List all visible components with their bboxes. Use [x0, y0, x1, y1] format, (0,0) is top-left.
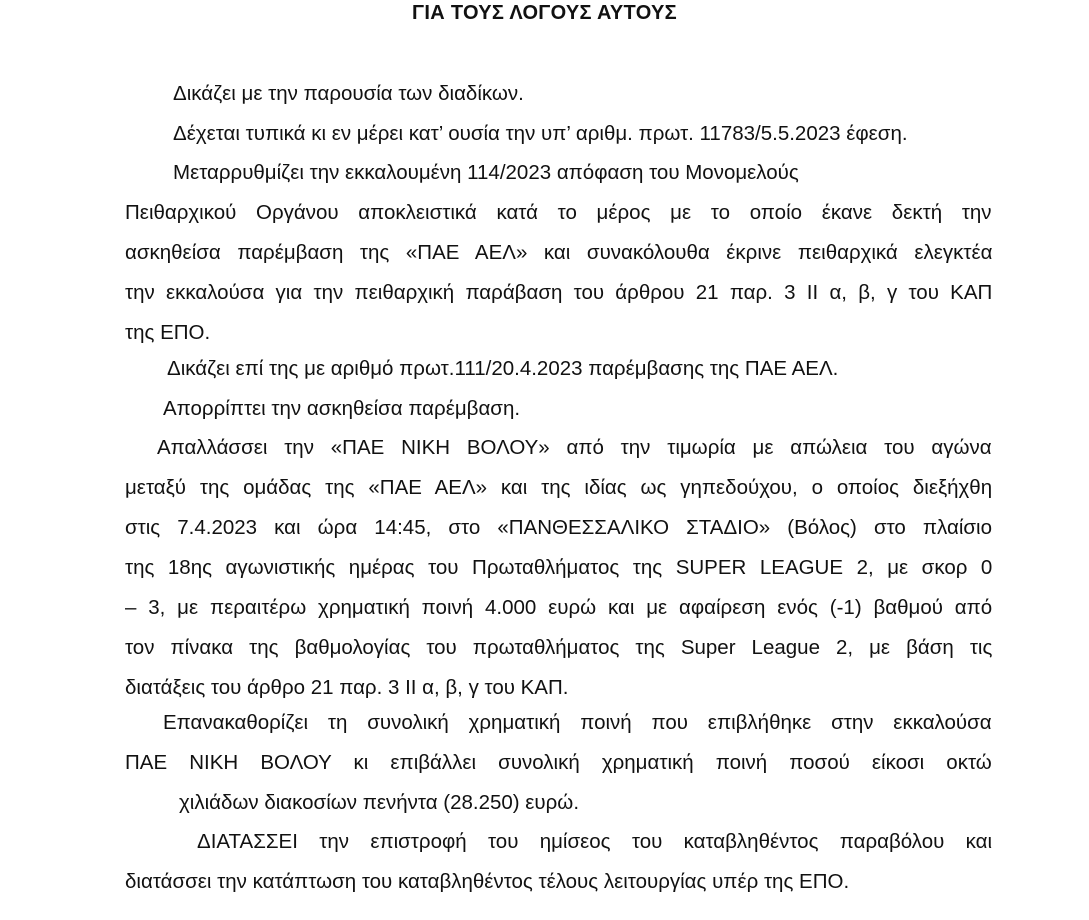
paragraph-line: ΠΑΕ ΝΙΚΗ ΒΟΛΟΥ κι επιβάλλει συνολική χρηματική ποινή ποσού είκοσι οκτώ — [125, 751, 992, 774]
paragraph-line: της 18ης αγωνιστικής ημέρας του Πρωταθλήματος της SUPER LEAGUE 2, με σκορ 0 — [125, 556, 993, 579]
paragraph-line: στις 7.4.2023 και ώρα 14:45, στο «ΠΑΝΘΕΣΣΑΛΙΚΟ ΣΤΑΔΙΟ» (Βόλος) στο πλαίσιο — [125, 516, 993, 539]
paragraph-line: Δικάζει με την παρουσία των διαδίκων. — [173, 82, 524, 105]
paragraph-line: ΔΙΑΤΑΣΣΕΙ την επιστροφή του ημίσεος του καταβληθέντος παραβόλου και — [197, 830, 993, 853]
paragraph-line: την εκκαλούσα για την πειθαρχική παράβαση του άρθρου 21 παρ. 3 ΙΙ α, β, γ του ΚΑΠ — [125, 281, 993, 304]
paragraph-line-text: Μεταρρυθμίζει την εκκαλουμένη 114/2023 απόφαση του Μονομελούς — [173, 161, 799, 184]
paragraph-line: Δικάζει επί της με αριθμό πρωτ.111/20.4.2023 παρέμβασης της ΠΑΕ ΑΕΛ. — [167, 357, 839, 380]
paragraph-6 — [125, 428, 992, 708]
paragraph-line: Απαλλάσσει την «ΠΑΕ ΝΙΚΗ ΒΟΛΟΥ» από την τιμωρία με απώλεια του αγώνα — [157, 436, 992, 459]
paragraph-line: – 3, με περαιτέρω χρηματική ποινή 4.000 ευρώ και με αφαίρεση ενός (-1) βαθμού από — [125, 596, 993, 619]
paragraph-line: Απορρίπτει την ασκηθείσα παρέμβαση. — [163, 397, 521, 420]
paragraph-line: της ΕΠΟ. — [125, 321, 211, 344]
paragraph-5 — [163, 389, 963, 429]
paragraph-line: χιλιάδων διακοσίων πενήντα (28.250) ευρώ. — [179, 791, 580, 814]
paragraph-line: ασκηθείσα παρέμβαση της «ΠΑΕ ΑΕΛ» και συνακόλουθα έκρινε πειθαρχικά ελεγκτέα — [125, 241, 993, 264]
paragraph-line: Πειθαρχικού Οργάνου αποκλειστικά κατά το μέρος με το οποίο έκανε δεκτή την — [125, 201, 992, 224]
paragraph-2 — [173, 114, 993, 154]
paragraph-7 — [125, 703, 992, 823]
section-heading: ΓΙΑ ΤΟΥΣ ΛΟΓΟΥΣ ΑΥΤΟΥΣ — [412, 2, 677, 24]
paragraph-8 — [125, 822, 992, 902]
paragraph-line: Δέχεται τυπικά κι εν μέρει κατ’ ουσία την υπ’ αριθμ. πρωτ. 11783/5.5.2023 έφεση. — [173, 122, 908, 145]
paragraph-line: διατάξεις του άρθρο 21 παρ. 3 ΙΙ α, β, γ του ΚΑΠ. — [125, 676, 569, 699]
paragraph-1 — [173, 74, 973, 114]
paragraph-line: διατάσσει την κατάπτωση του καταβληθέντος τέλους λειτουργίας υπέρ της ΕΠΟ. — [125, 870, 850, 893]
paragraph-3 — [125, 153, 992, 353]
paragraph-line: τον πίνακα της βαθμολογίας του πρωταθλήματος της Super League 2, με βάση τις — [125, 636, 993, 659]
paragraph-line: μεταξύ της ομάδας της «ΠΑΕ ΑΕΛ» και της ιδίας ως γηπεδούχου, ο οποίος διεξήχθη — [125, 476, 993, 499]
paragraph-line — [125, 153, 992, 193]
paragraph-line: Επανακαθορίζει τη συνολική χρηματική ποινή που επιβλήθηκε στην εκκαλούσα — [163, 711, 992, 734]
paragraph-4 — [167, 349, 967, 389]
